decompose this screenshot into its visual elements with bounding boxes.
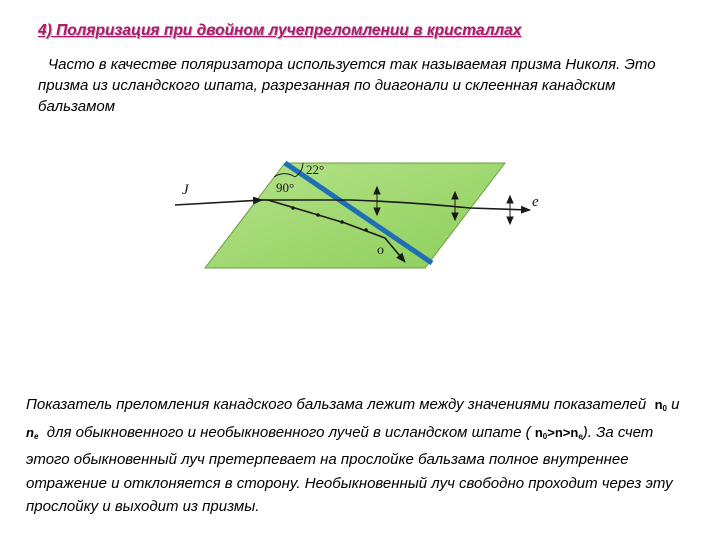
inequality-ne-sub: e (578, 431, 583, 441)
ordinary-ray-dot (291, 206, 295, 210)
prism-svg (170, 150, 560, 280)
nicol-prism-diagram (170, 150, 560, 280)
ordinary-ray-dot (316, 213, 320, 217)
symbol-n0-base: n (654, 397, 663, 412)
inequality (535, 425, 583, 440)
label-extraordinary-e: e (532, 194, 539, 210)
angle-label-90: 90° (276, 180, 295, 195)
symbol-ne (26, 425, 38, 440)
explanation-and: и (671, 396, 680, 413)
label-incident-j: J (182, 182, 189, 198)
explanation-part2: для обыкновенного и необыкновенного лучей в исландском шпате ( (46, 423, 531, 441)
explanation-paragraph (26, 393, 696, 519)
angle-label-22: 22° (306, 162, 325, 177)
label-ordinary-o: o (377, 243, 384, 258)
incident-ray (175, 200, 262, 205)
symbol-n0 (655, 397, 667, 412)
prism-body (205, 163, 505, 268)
ordinary-ray-dot (364, 228, 368, 232)
slide-title: 4) Поляризация при двойном лучепреломлении в кристаллах (38, 22, 522, 39)
intro-paragraph (38, 54, 678, 117)
symbol-ne-base: n (26, 424, 34, 440)
explanation-part1: Показатель преломления канадского бальзама лежит между значениями показателей (26, 396, 647, 413)
inequality-mid: >n>n (547, 424, 579, 440)
explanation-part3: ). За счет этого обыкновенный луч претерпевает на прослойке бальзама полное внутреннее отражение и отклоняется в сторону. Необыкновенный луч свободно проходит через эту прослойку и выходит из призмы. (26, 423, 673, 515)
symbol-ne-sub: e (33, 431, 39, 441)
inequality-n0: n (534, 424, 543, 440)
intro-text: Часто в качестве поляризатора используется так называемая призма Николя. Это призма из исландского шпата, разрезанная по диагонали и склеенная канадским бальзамом (38, 56, 656, 115)
symbol-n0-sub: 0 (662, 404, 667, 413)
inequality-n0-sub: 0 (542, 431, 548, 441)
ordinary-ray-dot (340, 220, 344, 224)
